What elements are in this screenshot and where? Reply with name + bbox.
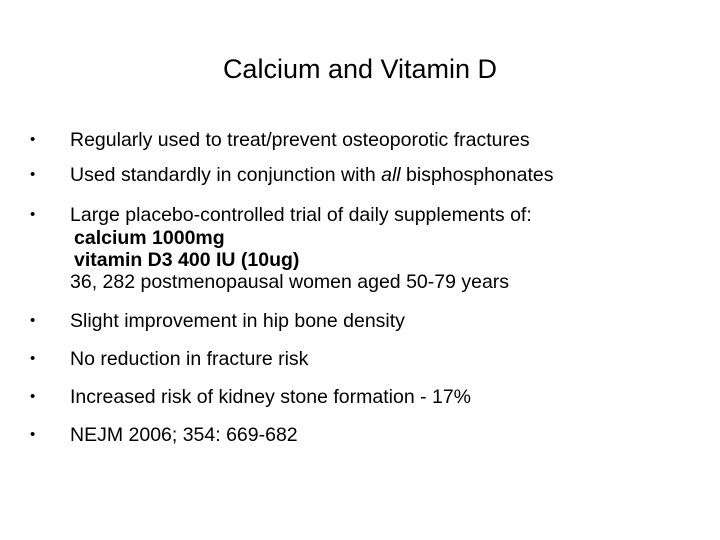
bullet-text: No reduction in fracture risk xyxy=(70,348,309,370)
slide-title: Calcium and Vitamin D xyxy=(222,54,498,84)
bullet-item xyxy=(30,347,710,371)
bullet-dot-icon: • xyxy=(30,312,36,329)
bullet-item xyxy=(30,203,710,293)
bullet-dot-icon: • xyxy=(30,131,36,148)
bullet-dot-icon: • xyxy=(30,388,36,405)
dose-vitamin-d3: vitamin D3 400 IU (10ug) xyxy=(74,249,300,271)
bullet-item xyxy=(30,163,710,187)
trial-population: 36, 282 postmenopausal women aged 50-79 years xyxy=(70,271,510,293)
bullet-item xyxy=(30,385,710,409)
citation: NEJM 2006; 354: 669-682 xyxy=(70,424,298,446)
bullet-text-after: bisphosphonates xyxy=(400,164,554,186)
bullet-dot-icon: • xyxy=(30,426,36,443)
bullet-dot-icon: • xyxy=(30,206,36,223)
dose-calcium: calcium 1000mg xyxy=(74,227,225,249)
bullet-text-emphasis: all xyxy=(381,164,401,186)
bullet-dot-icon: • xyxy=(30,166,36,183)
bullet-text: Slight improvement in hip bone density xyxy=(70,310,405,332)
bullet-text: Increased risk of kidney stone formation - 17% xyxy=(70,386,472,408)
bullet-text: Large placebo-controlled trial of daily supplements of: xyxy=(70,204,532,226)
bullet-item xyxy=(30,309,710,333)
bullet-dot-icon: • xyxy=(30,350,36,367)
bullet-list xyxy=(30,128,710,458)
bullet-text: Regularly used to treat/prevent osteoporotic fractures xyxy=(70,129,530,151)
bullet-item xyxy=(30,128,710,152)
bullet-item xyxy=(30,423,710,447)
bullet-text-before: Used standardly in conjunction with xyxy=(70,164,382,186)
